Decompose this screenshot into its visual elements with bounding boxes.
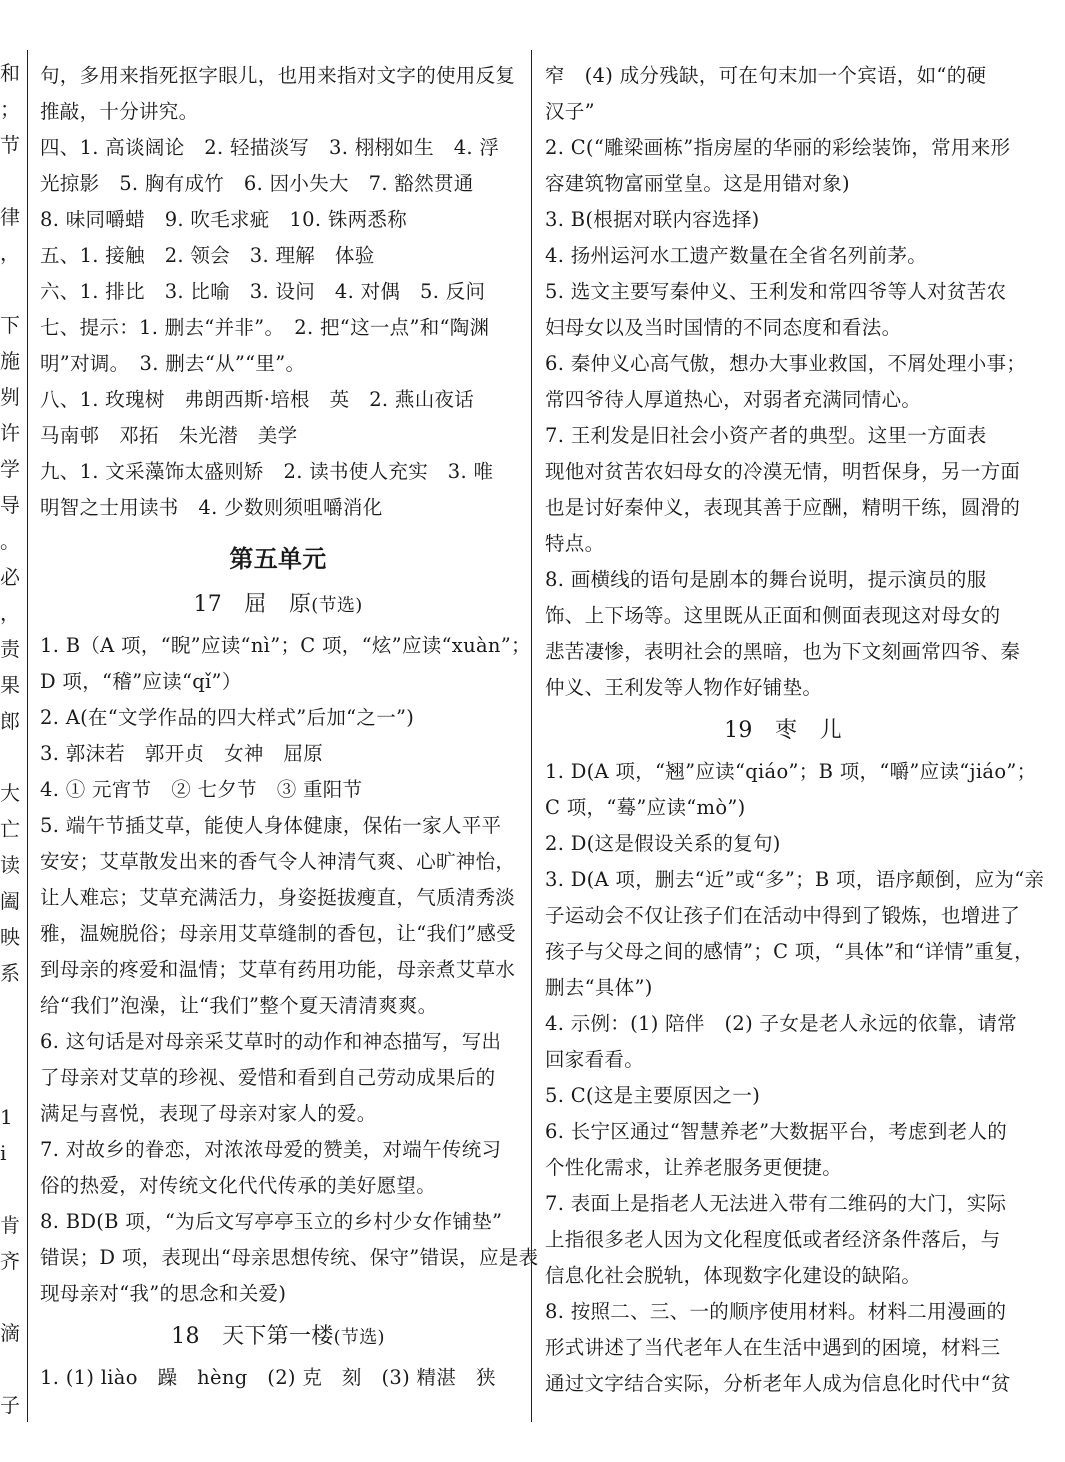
text-line: 回家看看。: [545, 1048, 645, 1071]
text-line: 错误；D 项，表现出“母亲思想传统、保守”错误，应是表: [40, 1246, 539, 1269]
text-line: 4. 示例：(1) 陪伴 (2) 子女是老人永远的依靠，请常: [545, 1012, 1017, 1035]
text-line: 3. D(A 项，删去“近”或“多”；B 项，语序颠倒，应为“亲: [545, 868, 1045, 891]
edge-char: 施: [0, 349, 20, 373]
edge-char: 1: [0, 1105, 13, 1129]
text-line: 七、提示：1. 删去“并非”。 2. 把“这一点”和“陶渊: [40, 316, 490, 339]
text-line: 7. 对故乡的眷恋，对浓浓母爱的赞美，对端午传统习: [40, 1138, 502, 1161]
edge-char: i: [0, 1141, 7, 1165]
edge-char: [0, 271, 20, 307]
text-line: 窄 (4) 成分残缺，可在句末加一个宾语，如“的硬: [545, 64, 987, 87]
edge-char: [0, 163, 20, 199]
edge-char: 学: [0, 457, 20, 481]
text-line: 6. 秦仲义心高气傲，想办大事业救国，不屑处理小事；: [545, 352, 1027, 375]
text-line: 妇母女以及当时国情的不同态度和看法。: [545, 316, 902, 339]
edge-char: 系: [0, 961, 20, 985]
edge-char: [0, 1063, 20, 1099]
text-line: 8. 按照二、三、一的顺序使用材料。材料二用漫画的: [545, 1300, 1007, 1323]
text-line: 常四爷待人厚道热心，对弱者充满同情心。: [545, 388, 922, 411]
text-line: 子运动会不仅让孩子们在活动中得到了锻炼，也增进了: [545, 904, 1021, 927]
text-line: 1. D(A 项，“翘”应读“qiáo”；B 项，“嚼”应读“jiáo”；: [545, 760, 1037, 783]
text-line: 5. 选文主要写秦仲义、王利发和常四爷等人对贫苦农: [545, 280, 1007, 303]
text-line: 容建筑物富丽堂皇。这是用错对象): [545, 172, 850, 195]
text-line: 6. 这句话是对母亲采艾草时的动作和神态描写，写出: [40, 1030, 502, 1053]
text-line: 四、1. 高谈阔论 2. 轻描淡写 3. 栩栩如生 4. 浮: [40, 136, 500, 159]
text-line: C 项，“蓦”应读“mò”): [545, 796, 746, 819]
text-line: 8. 画横线的语句是剧本的舞台说明，提示演员的服: [545, 568, 987, 591]
lesson-17-title: [40, 584, 516, 626]
text-line: 也是讨好秦仲义，表现其善于应酬，精明干练，圆滑的: [545, 496, 1021, 519]
edge-char: [0, 1279, 20, 1315]
edge-char: [0, 991, 20, 1027]
edge-char: 律: [0, 205, 20, 229]
edge-char: 。: [0, 529, 20, 553]
edge-char: 亡: [0, 817, 20, 841]
edge-char: 节: [0, 133, 20, 157]
text-line: 到母亲的疼爱和温情；艾草有药用功能，母亲煮艾草水: [40, 958, 516, 981]
text-line: 雅，温婉脱俗；母亲用艾草缝制的香包，让“我们”感受: [40, 922, 516, 945]
text-line: 了母亲对艾草的珍视、爱惜和看到自己劳动成果后的: [40, 1066, 496, 1089]
edge-char: 导: [0, 493, 20, 517]
text-line: 让人难忘；艾草充满活力，身姿挺拔瘦直，气质清秀淡: [40, 886, 516, 909]
text-line: 悲苦凄惨，表明社会的黑暗，也为下文刻画常四爷、秦: [545, 640, 1021, 663]
lesson-19-answers: [545, 754, 1045, 1402]
text-line: D 项，“稽”应读“qǐ”）: [40, 670, 242, 693]
edge-char: [0, 1171, 20, 1207]
text-line: 7. 王利发是旧社会小资产者的典型。这里一方面表: [545, 424, 987, 447]
edge-char: 许: [0, 421, 20, 445]
text-line: 8. 味同嚼蜡 9. 吹毛求疵 10. 铢两悉称: [40, 208, 408, 231]
edge-char: 郎: [0, 709, 20, 733]
text-line: 现母亲对“我”的思念和关爱): [40, 1282, 287, 1305]
lesson-18-answers-start: [40, 1360, 516, 1396]
text-line: 3. 郭沫若 郭开贞 女神 屈原: [40, 742, 324, 765]
text-line: 六、1. 排比 3. 比喻 3. 设问 4. 对偶 5. 反问: [40, 280, 486, 303]
cropped-previous-page-edge: [0, 55, 20, 1423]
edge-char: 映: [0, 925, 20, 949]
text-line: 信息化社会脱轨，体现数字化建设的缺陷。: [545, 1264, 922, 1287]
edge-char: ，: [0, 241, 20, 265]
text-line: 俗的热爱，对传统文化代代传承的美好愿望。: [40, 1174, 437, 1197]
lesson-17-subtitle: (节选): [311, 595, 363, 616]
text-line: 汉子”: [545, 100, 595, 123]
edge-char: 责: [0, 637, 20, 661]
text-line: 推敲，十分讲究。: [40, 100, 199, 123]
edge-char: 果: [0, 673, 20, 697]
edge-char: ；: [0, 97, 20, 121]
text-line: 安安；艾草散发出来的香气令人神清气爽、心旷神怡，: [40, 850, 516, 873]
text-line: 3. B(根据对联内容选择): [545, 208, 760, 231]
text-line: 八、1. 玫瑰树 弗朗西斯·培根 英 2. 燕山夜话: [40, 388, 475, 411]
text-line: 2. C(“雕梁画栋”指房屋的华丽的彩绘装饰，常用来形: [545, 136, 1011, 159]
edge-char: 读: [0, 853, 20, 877]
text-line: 删去“具体”): [545, 976, 653, 999]
edge-char: [0, 1351, 20, 1387]
lesson-18-name: 18 天下第一楼: [171, 1324, 334, 1349]
text-line: 给“我们”泡澡，让“我们”整个夏天清清爽爽。: [40, 994, 438, 1017]
lesson-18-title: [40, 1316, 516, 1358]
edge-char: [0, 1027, 20, 1063]
text-line: 7. 表面上是指老人无法进入带有二维码的大门，实际: [545, 1192, 1007, 1215]
text-line: 满足与喜悦，表现了母亲对家人的爱。: [40, 1102, 377, 1125]
left-answers-unit4: [40, 58, 516, 526]
text-line: 2. D(这是假设关系的复句): [545, 832, 781, 855]
edge-char: ，: [0, 601, 20, 625]
text-line: 光掠影 5. 胸有成竹 6. 因小失大 7. 豁然贯通: [40, 172, 474, 195]
text-line: 饰、上下场等。这里既从正面和侧面表现这对母女的: [545, 604, 1001, 627]
left-margin-rule: [27, 50, 28, 1422]
text-line: 5. 端午节插艾草，能使人身体健康，保佑一家人平平: [40, 814, 502, 837]
edge-char: 下: [0, 313, 20, 337]
edge-char: 必: [0, 565, 20, 589]
text-line: 4. ① 元宵节 ② 七夕节 ③ 重阳节: [40, 778, 363, 801]
column-divider: [531, 50, 532, 1422]
lesson-17-name: 17 屈 原: [193, 592, 312, 617]
edge-char: 滴: [0, 1321, 20, 1345]
text-line: 个性化需求，让养老服务更便捷。: [545, 1156, 843, 1179]
text-line: 通过文字结合实际，分析老年人成为信息化时代中“贫: [545, 1372, 1011, 1395]
text-line: 2. A(在“文学作品的四大样式”后加“之一”): [40, 706, 415, 729]
text-line: 特点。: [545, 532, 605, 555]
edge-char: 刿: [0, 385, 20, 409]
text-line: 明智之士用读书 4. 少数则须咀嚼消化: [40, 496, 383, 519]
text-line: 8. BD(B 项，“为后文写亭亭玉立的乡村少女作铺垫”: [40, 1210, 503, 1233]
text-line: 孩子与父母之间的感情”；C 项，“具体”和“详情”重复，: [545, 940, 1034, 963]
lesson-18-answers-cont: [545, 58, 1027, 706]
edge-char: 子: [0, 1393, 20, 1417]
unit-heading: 第五单元: [229, 545, 327, 573]
text-line: 4. 扬州运河水工遗产数量在全省名列前茅。: [545, 244, 928, 267]
lesson-18-subtitle: (节选): [333, 1327, 385, 1348]
text-line: 5. C(这是主要原因之一): [545, 1084, 761, 1107]
left-column: [40, 58, 539, 1396]
edge-char: 和: [0, 61, 20, 85]
text-line: 五、1. 接触 2. 领会 3. 理解 体验: [40, 244, 375, 267]
text-line: 现他对贫苦农妇母女的冷漠无情，明哲保身，另一方面: [545, 460, 1021, 483]
right-column: [545, 58, 1045, 1402]
edge-char: [0, 739, 20, 775]
text-line: 马南邨 邓拓 朱光潜 美学: [40, 424, 298, 447]
text-line: 1. (1) liào 躁 hèng (2) 克 刻 (3) 精湛 狭: [40, 1366, 496, 1389]
text-line: 1. B（A 项，“睨”应读“nì”；C 项，“炫”应读“xuàn”；: [40, 634, 531, 657]
lesson-19-title: 19 枣 儿: [724, 718, 842, 743]
text-line: 句，多用来指死抠字眼儿，也用来指对文字的使用反复: [40, 64, 516, 87]
edge-char: 大: [0, 781, 20, 805]
text-line: 上指很多老人因为文化程度低或者经济条件落后，与: [545, 1228, 1001, 1251]
edge-char: 肯: [0, 1213, 20, 1237]
text-line: 仲义、王利发等人物作好铺垫。: [545, 676, 823, 699]
lesson-17-answers: [40, 628, 539, 1312]
edge-char: 齐: [0, 1249, 20, 1273]
text-line: 九、1. 文采藻饰太盛则矫 2. 读书使人充实 3. 唯: [40, 460, 494, 483]
edge-char: 阖: [0, 889, 20, 913]
text-line: 6. 长宁区通过“智慧养老”大数据平台，考虑到老人的: [545, 1120, 1008, 1143]
text-line: 明”对调。 3. 删去“从”“里”。: [40, 352, 306, 375]
text-line: 形式讲述了当代老年人在生活中遇到的困境，材料三: [545, 1336, 1001, 1359]
